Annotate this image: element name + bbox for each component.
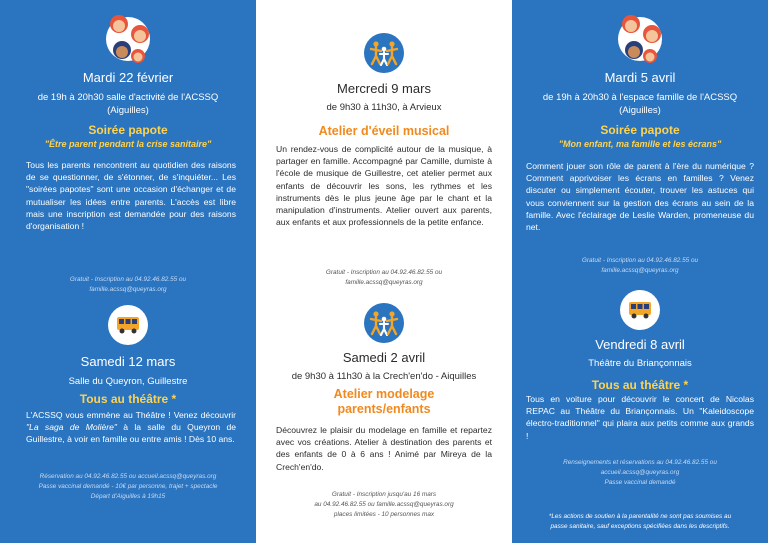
play-title: "La saga de Molière" (26, 422, 117, 433)
footnote: passe sanitaire, sauf exceptions spécifiées dans les descriptifs. (550, 523, 730, 530)
event-note: Passe vaccinal demandé (604, 479, 676, 486)
event-note: Gratuit - Inscription jusqu'au 16 mars (331, 491, 437, 498)
event-description: Tous les parents rencontrent au quotidien des raisons de se questionner, de s'étonner, de s'inquiéter... Les "soirées papotes" sont une occasion d'échanger et de mutualiser les idées entre parents. L'accès est libre mais une inscription est demandée pour des raisons d'organisation ! (26, 160, 236, 232)
event-place: Théâtre du Briançonnais (588, 358, 692, 369)
event-title: Atelier d'éveil musical (318, 124, 450, 138)
event-note: Départ d'Aiguilles à 19h15 (90, 493, 166, 500)
event-description (26, 409, 236, 446)
column-right (512, 0, 768, 543)
event-date: Mercredi 9 mars (337, 81, 431, 96)
event-description-text: L'ACSSQ vous emmène au Théâtre ! Venez découvrir (26, 410, 236, 420)
event-note: Gratuit - Inscription au 04.92.46.82.55 ou (69, 276, 187, 283)
event-date: Mardi 22 février (82, 70, 174, 85)
event-place: (Aiguilles) (107, 105, 149, 116)
bus-icon (108, 305, 148, 345)
event-note: famille.acssq@queyras.org (89, 286, 167, 293)
event-note: accueil.acssq@queyras.org (600, 469, 680, 476)
event-date: Vendredi 8 avril (595, 337, 685, 352)
column-left (0, 0, 256, 543)
event-title: Tous au théâtre * (79, 392, 177, 406)
event-description: Tous en voiture pour découvrir le concert de Nicolas REPAC au Théâtre du Briançonnais. Un "Kaleidoscope électro-traditionnel" qui plaira aux petits comme aux grands ! (526, 394, 754, 441)
event-title: Atelier modelage (333, 387, 435, 401)
event-description-text: à la salle du Queyron de Guillestre, à voir en famille ou entre amis ! Dès 10 ans. (26, 422, 236, 445)
dancing-people-icon (364, 303, 404, 343)
event-date: Samedi 12 mars (80, 354, 176, 369)
event-title: parents/enfants (337, 402, 431, 416)
event-topic: "Être parent pendant la crise sanitaire" (44, 139, 212, 149)
event-time-place: de 19h à 20h30 à l'espace famille de l'ACSSQ (542, 92, 738, 103)
event-note: Passe vaccinal demandé - 10€ par personne, trajet + spectacle (38, 483, 218, 490)
event-note: places limitées - 10 personnes max (333, 511, 435, 518)
event-place: Salle du Queyron, Guillestre (68, 376, 188, 387)
family-faces-icon (612, 12, 668, 71)
event-date: Mardi 5 avril (604, 70, 676, 85)
event-title: Tous au théâtre * (591, 378, 689, 392)
event-title: Soirée papote (600, 123, 680, 137)
event-time-place: de 19h à 20h30 salle d'activité de l'ACSSQ (37, 92, 219, 103)
event-note: Réservation au 04.92.46.82.55 ou accueil.acssq@queyras.org (39, 473, 217, 480)
footnote: *Les actions de soutien à la parentalité ne sont pas soumises au (548, 513, 732, 520)
event-description: Un rendez-vous de complicité autour de la musique, à partager en famille. Accompagné par Camille, dumiste à l'école de musique de Guillestre, cet atelier permet aux enfants de découvrir les sons, les rythmes et les instruments dès le plus jeune âge par le chant et la manipulation d'instruments. Atelier ouvert aux parents, aux enfants et aux professionnels de la petite enfance. (276, 144, 492, 228)
event-note: famille.acssq@queyras.org (345, 279, 423, 286)
event-date: Samedi 2 avril (342, 350, 426, 365)
event-note: famille.acssq@queyras.org (601, 267, 679, 274)
family-faces-icon (100, 12, 156, 71)
event-note: Gratuit - Inscription au 04.92.46.82.55 ou (325, 269, 443, 276)
event-time-place: de 9h30 à 11h30, à Arvieux (326, 102, 442, 113)
event-note: Renseignements et réservations au 04.92.46.82.55 ou (563, 459, 717, 466)
event-title: Soirée papote (88, 123, 168, 137)
event-place: (Aiguilles) (619, 105, 661, 116)
dancing-people-icon (364, 33, 404, 73)
bus-icon (620, 290, 660, 330)
event-note: au 04.92.46.82.55 ou famille.acssq@queyras.org (314, 501, 454, 508)
event-time-place: de 9h30 à 11h30 à la Crech'en'do - Aiquilles (291, 371, 477, 382)
column-middle (256, 0, 512, 543)
event-topic: "Mon enfant, ma famille et les écrans" (558, 139, 722, 149)
event-description: Comment jouer son rôle de parent à l'ère du numérique ? Comment apprivoiser les écrans en familles ? Venez discuter ou simplement écouter, trouver les astuces qui vous conviennent sur la gestion des écrans au sein de la famille. Avec l'éclairage de Leslie Warden, promeneuse du net. (526, 161, 754, 233)
event-description: Découvrez le plaisir du modelage en famille et repartez avec vos créations. Atelier à destination des parents et des enfants de 0 à 6 ans ! Animé par Mireya de la Crech'en'do. (276, 425, 492, 472)
event-note: Gratuit - Inscription au 04.92.46.82.55 ou (581, 257, 699, 264)
